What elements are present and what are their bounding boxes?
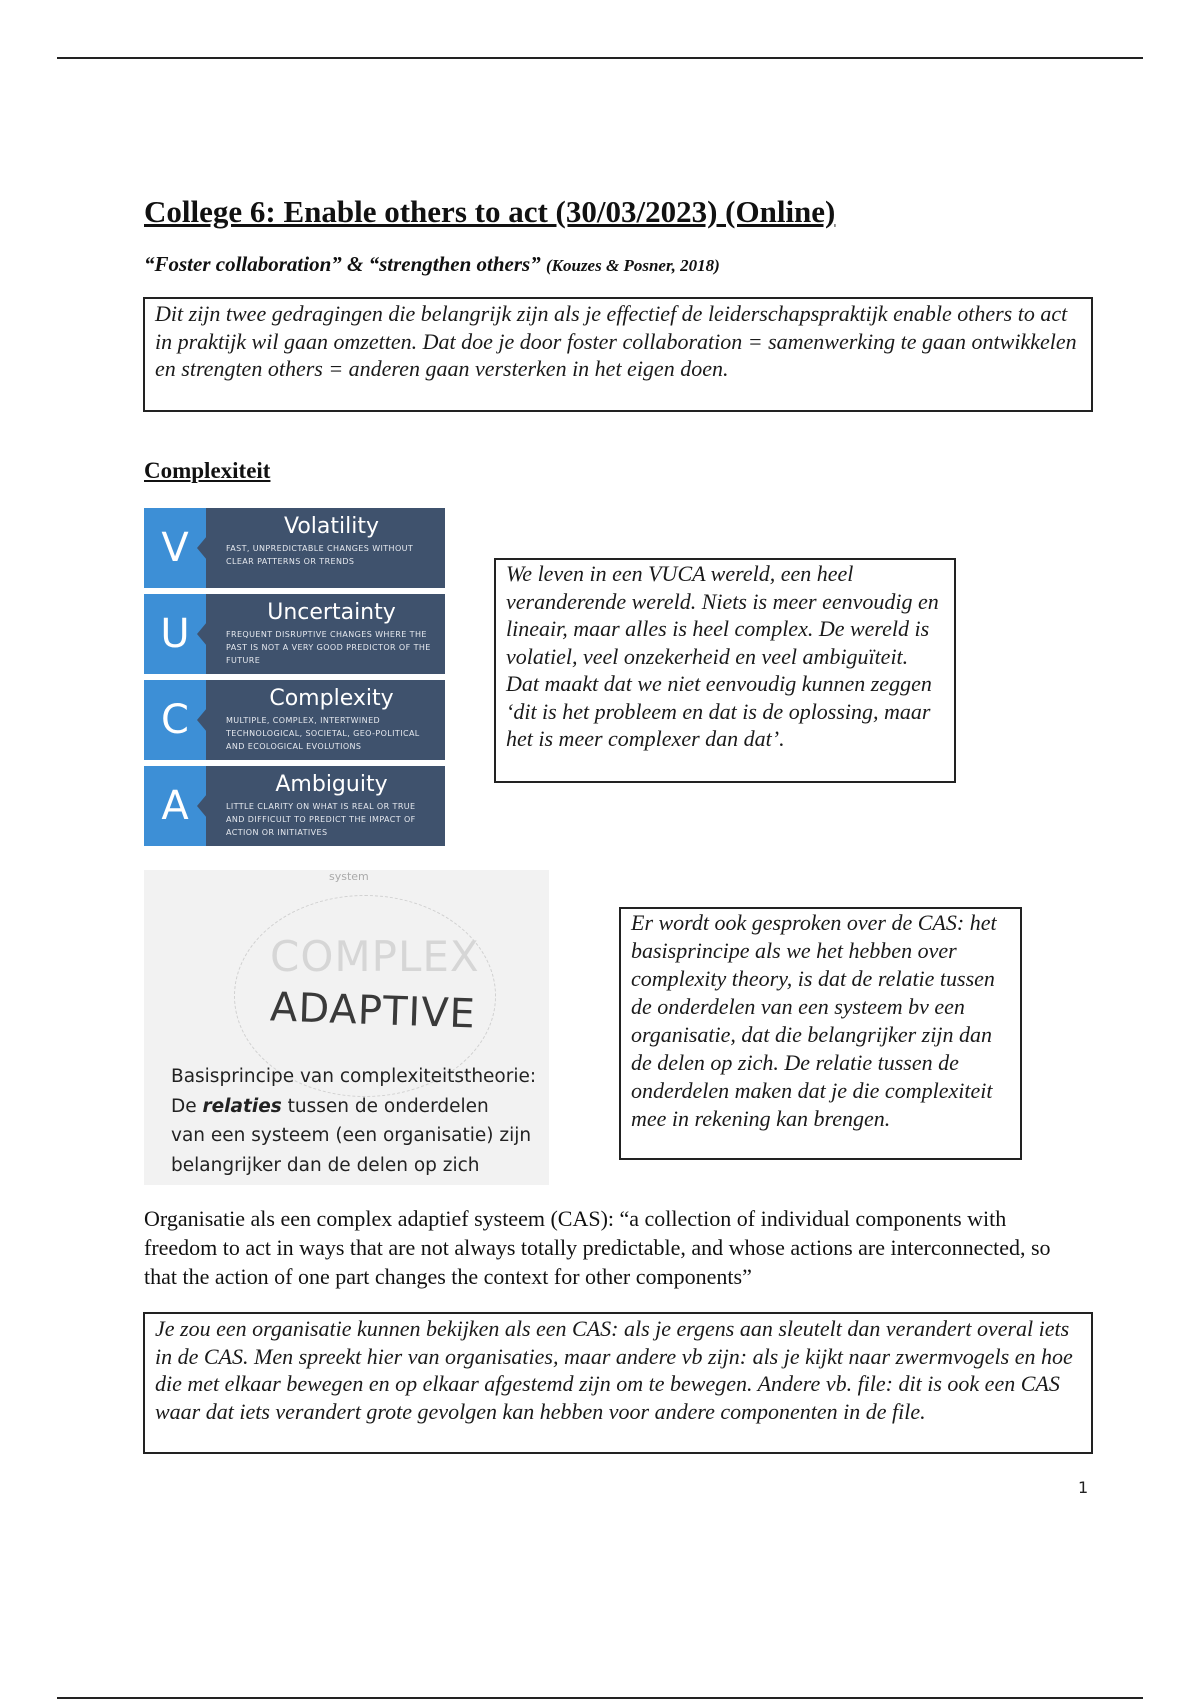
section-heading-complexiteit: Complexiteit: [144, 458, 271, 483]
caption-line: belangrijker dan de delen op zich: [171, 1154, 480, 1176]
vuca-row-uncertainty: [144, 594, 445, 674]
cas-figure-word-adaptive: ADAPTIVE: [269, 984, 477, 1038]
cas-definition-paragraph: Organisatie als een complex adaptief systeem (CAS): “a collection of individual components with freedom to act in ways that are not always totally predictable, and whose actions are interconnected, so that the action of one part changes the context for other components”: [144, 1206, 1051, 1289]
cas-figure-word-system: system: [329, 870, 369, 883]
vuca-body: [206, 594, 445, 674]
cas-figure-caption: [171, 1062, 536, 1180]
page-number: 1: [1078, 1478, 1089, 1497]
footer-rule: [57, 1697, 1143, 1699]
vuca-body: [206, 508, 445, 588]
cas-figure-word-complex: COMPLEX: [270, 932, 480, 981]
example-note-box: Je zou een organisatie kunnen bekijken als een CAS: als je ergens aan sleutelt dan verandert overal iets in de CAS. Men spreekt hier van organisaties, maar andere vb zijn: als je kijkt naar zwermvogels en hoe die met elkaar bewegen en op elkaar afgestemd zijn om te bewegen. Andere vb. file: dit is ook een CAS waar dat iets verandert grote gevolgen kan hebben voor andere componenten in de file.: [143, 1312, 1093, 1454]
vuca-row-complexity: [144, 680, 445, 760]
vuca-word: Ambiguity: [275, 772, 388, 797]
vuca-letter: U: [144, 594, 206, 674]
caption-line: [171, 1092, 536, 1122]
cas-note-box: Er wordt ook gesproken over de CAS: het basisprincipe als we het hebben over complexity theory, is dat de relatie tussen de onderdelen van een systeem bv een organisatie, dat die belangrijker zijn dan de delen op zich. De relatie tussen de onderdelen maken dat je die complexiteit mee in rekening kan brengen.: [619, 907, 1022, 1160]
vuca-description: FAST, UNPREDICTABLE CHANGES WITHOUT CLEAR PATTERNS OR TRENDS: [226, 544, 414, 566]
vuca-note-box: We leven in een VUCA wereld, een heel veranderende wereld. Niets is meer eenvoudig en lineair, maar alles is heel complex. De wereld is volatiel, veel onzekerheid en veel ambiguïteit. Dat maakt dat we niet eenvoudig kunnen zeggen ‘dit is het probleem en dat is de oplossing, maar het is meer complexer dan dat’.: [494, 558, 956, 783]
vuca-word: Volatility: [283, 514, 379, 539]
vuca-word: Uncertainty: [267, 600, 396, 625]
vuca-letter: A: [144, 766, 206, 846]
vuca-letter: V: [144, 508, 206, 588]
vuca-body: [206, 766, 445, 846]
subtitle-text: “Foster collaboration” & “strengthen others”: [144, 252, 541, 276]
subtitle-citation: (Kouzes & Posner, 2018): [545, 256, 720, 275]
vuca-description: LITTLE CLARITY ON WHAT IS REAL OR TRUE AND DIFFICULT TO PREDICT THE IMPACT OF ACTION OR INITIATIVES: [226, 802, 416, 837]
vuca-letter: C: [144, 680, 206, 760]
intro-note-box: Dit zijn twee gedragingen die belangrijk zijn als je effectief de leiderschapspraktijk enable others to act in praktijk wil gaan omzetten. Dat doe je door foster collaboration = samenwerking te gaan ontwikkelen en strengten others = anderen gaan versterken in het eigen doen.: [143, 297, 1093, 412]
vuca-graphic: [144, 508, 445, 852]
subtitle: [144, 252, 720, 277]
page-title: College 6: Enable others to act (30/03/2023) (Online): [144, 194, 836, 229]
vuca-row-ambiguity: [144, 766, 445, 846]
vuca-row-volatility: [144, 508, 445, 588]
header-rule: [57, 57, 1143, 59]
vuca-body: [206, 680, 445, 760]
vuca-description: FREQUENT DISRUPTIVE CHANGES WHERE THE PAST IS NOT A VERY GOOD PREDICTOR OF THE FUTURE: [226, 630, 431, 665]
caption-line2-prefix: De: [171, 1095, 203, 1117]
vuca-word: Complexity: [269, 686, 394, 711]
caption-line: van een systeem (een organisatie) zijn: [171, 1125, 532, 1146]
vuca-description: MULTIPLE, COMPLEX, INTERTWINED TECHNOLOGICAL, SOCIETAL, GEO-POLITICAL AND ECOLOGICAL EVOLUTIONS: [226, 716, 420, 751]
cas-figure: [144, 870, 549, 1185]
caption-line2-suffix: tussen de onderdelen: [281, 1095, 489, 1117]
caption-line: Basisprincipe van complexiteitstheorie:: [171, 1066, 537, 1087]
caption-emphasis: relaties: [202, 1095, 282, 1117]
